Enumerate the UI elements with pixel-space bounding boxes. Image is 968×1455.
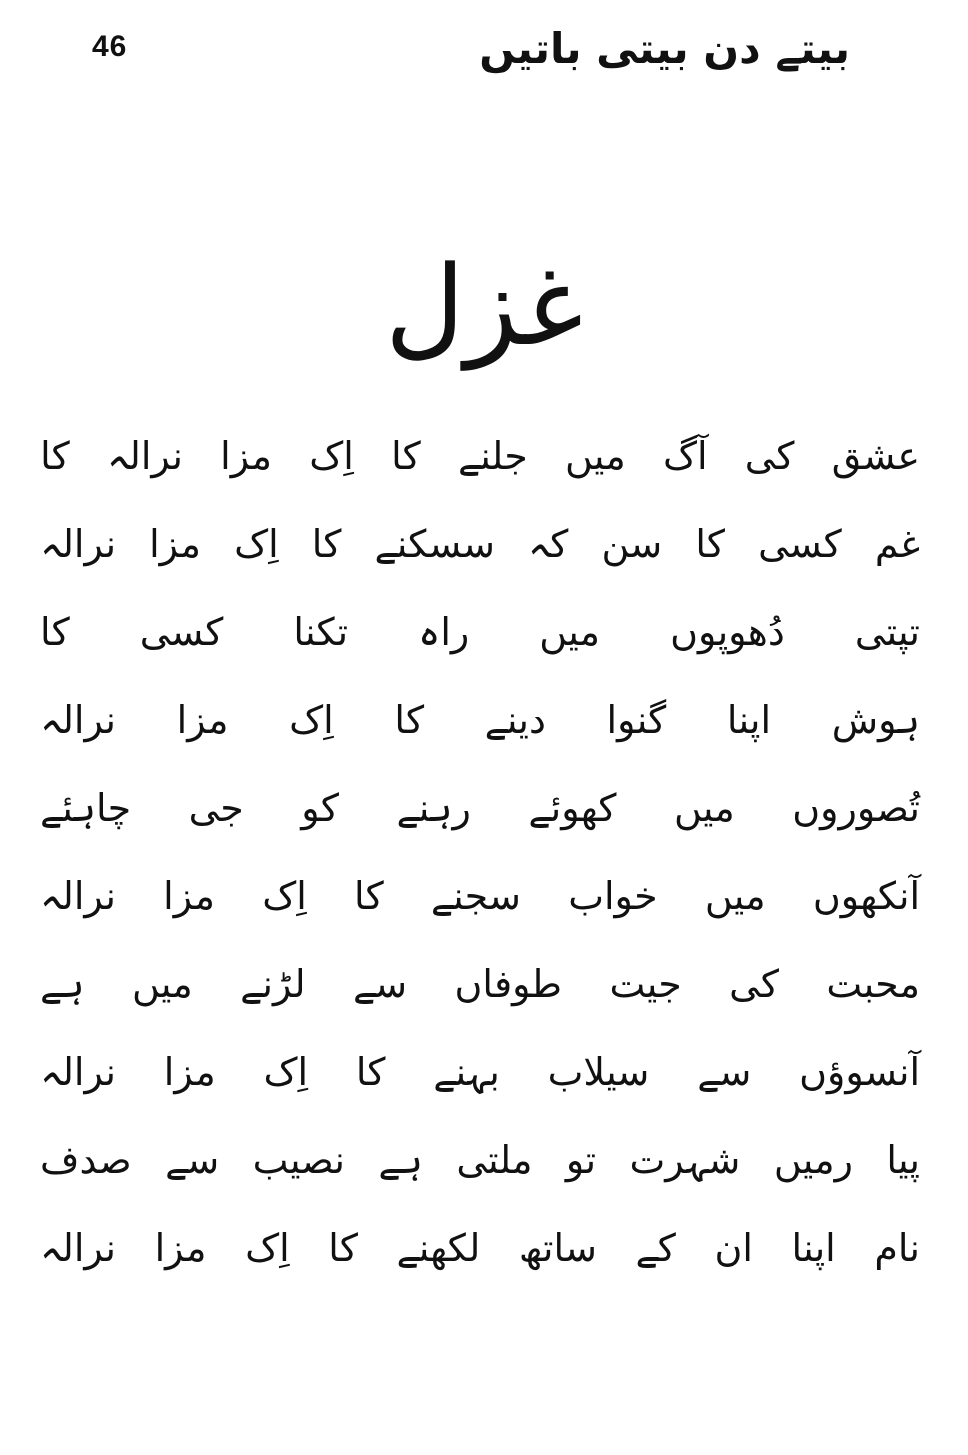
- verse-word: کو: [301, 786, 340, 830]
- verse-word: کی: [729, 962, 779, 1006]
- verse-word: میں: [704, 874, 766, 918]
- verse-word: لکھنے: [396, 1226, 481, 1270]
- verse-word: عشق: [831, 434, 920, 478]
- verse-word: ہوش: [831, 698, 920, 742]
- verse-word: چاہئے: [40, 786, 132, 830]
- verse-word: کا: [394, 698, 425, 742]
- verse-word: آنکھوں: [812, 874, 920, 918]
- verse-word: ہے: [40, 962, 85, 1006]
- book-title: بیتے دن بیتی باتیں: [479, 24, 850, 73]
- verse-word: رہنے: [396, 786, 471, 830]
- verse-word: پیا: [886, 1138, 920, 1182]
- verse-word: آگ: [662, 434, 708, 478]
- verse-word: میں: [673, 786, 735, 830]
- verse-word: رمیں: [773, 1138, 853, 1182]
- verse-word: دُھوپوں: [670, 610, 785, 654]
- verse-word: مزا: [220, 434, 273, 478]
- verse-word: سے: [697, 1050, 752, 1094]
- verse-word: اپنا: [791, 1226, 836, 1270]
- verse-word: کا: [354, 874, 384, 918]
- verse-word: کا: [328, 1226, 358, 1270]
- verse-word: نرالہ: [40, 698, 117, 742]
- verse-word: صدف: [40, 1138, 132, 1182]
- verse-word: لڑنے: [240, 962, 306, 1006]
- verse-line: [40, 412, 920, 500]
- page-number: 46: [92, 30, 128, 63]
- verse-word: گنوا: [606, 698, 667, 742]
- verse-word: جی: [188, 786, 244, 830]
- verse-word: اِک: [289, 698, 334, 742]
- verse-word: ملتی: [456, 1138, 533, 1182]
- verse-word: تکنا: [293, 610, 349, 654]
- verse-word: ان: [714, 1226, 753, 1270]
- verse-word: دینے: [484, 698, 546, 742]
- verse-word: سیلاب: [547, 1050, 650, 1094]
- verse-word: نرالہ: [40, 522, 117, 566]
- verse-word: نرالہ: [40, 874, 116, 918]
- verse-word: نرالہ: [40, 1226, 116, 1270]
- verse-word: کسی: [139, 610, 224, 654]
- verse-word: تو: [565, 1138, 597, 1182]
- verse-word: سے: [165, 1138, 220, 1182]
- verse-word: سن: [601, 522, 663, 566]
- verse-line: [40, 588, 920, 676]
- verse-word: سجنے: [430, 874, 522, 918]
- verse-word: تپتی: [854, 610, 920, 654]
- verse-word: کسی: [758, 522, 842, 566]
- verse-word: مزا: [163, 1050, 216, 1094]
- page-header: [0, 22, 968, 82]
- verse-word: اپنا: [726, 698, 772, 742]
- verse-word: میں: [131, 962, 193, 1006]
- verse-word: کا: [311, 522, 342, 566]
- verse-line: [40, 1204, 920, 1292]
- verse-word: کا: [40, 434, 70, 478]
- verse-word: میں: [564, 434, 626, 478]
- verse-word: اِک: [234, 522, 279, 566]
- verse-word: آنسوؤں: [799, 1050, 920, 1094]
- verse-line: [40, 676, 920, 764]
- verse-word: مزا: [176, 698, 229, 742]
- poem-title: غزل: [384, 242, 584, 370]
- verse-word: کہ: [528, 522, 569, 566]
- verse-word: اِک: [263, 1050, 309, 1094]
- verse-word: اِک: [245, 1226, 290, 1270]
- poem-verses: [40, 412, 920, 1292]
- verse-word: کھوئے: [528, 786, 617, 830]
- verse-word: نام: [874, 1226, 920, 1270]
- verse-word: کا: [40, 610, 70, 654]
- verse-word: طوفاں: [454, 962, 563, 1006]
- verse-word: خواب: [568, 874, 658, 918]
- verse-word: ہے: [378, 1138, 423, 1182]
- verse-word: نصیب: [252, 1138, 345, 1182]
- verse-word: کا: [391, 434, 421, 478]
- verse-word: جیت: [609, 962, 682, 1006]
- verse-word: نرالہ: [40, 1050, 117, 1094]
- verse-word: ساتھ: [518, 1226, 597, 1270]
- verse-line: [40, 1028, 920, 1116]
- verse-word: اِک: [309, 434, 354, 478]
- verse-word: غم: [874, 522, 920, 566]
- verse-line: [40, 500, 920, 588]
- verse-word: کے: [635, 1226, 676, 1270]
- verse-word: جلنے: [457, 434, 528, 478]
- verse-word: نرالہ: [106, 434, 183, 478]
- verse-line: [40, 940, 920, 1028]
- verse-word: کا: [695, 522, 725, 566]
- verse-word: کا: [355, 1050, 386, 1094]
- verse-word: کی: [744, 434, 795, 478]
- verse-line: [40, 1116, 920, 1204]
- verse-word: میں: [539, 610, 601, 654]
- verse-word: مزا: [163, 874, 216, 918]
- verse-word: راہ: [418, 610, 470, 654]
- verse-line: [40, 852, 920, 940]
- verse-word: محبت: [826, 962, 920, 1006]
- verse-word: بہنے: [433, 1050, 500, 1094]
- verse-word: مزا: [154, 1226, 207, 1270]
- verse-word: سے: [352, 962, 408, 1006]
- verse-word: اِک: [262, 874, 307, 918]
- verse-word: تُصوروں: [792, 786, 920, 830]
- verse-word: شہرت: [629, 1138, 741, 1182]
- verse-word: سسکنے: [374, 522, 495, 566]
- verse-word: مزا: [149, 522, 201, 566]
- verse-line: [40, 764, 920, 852]
